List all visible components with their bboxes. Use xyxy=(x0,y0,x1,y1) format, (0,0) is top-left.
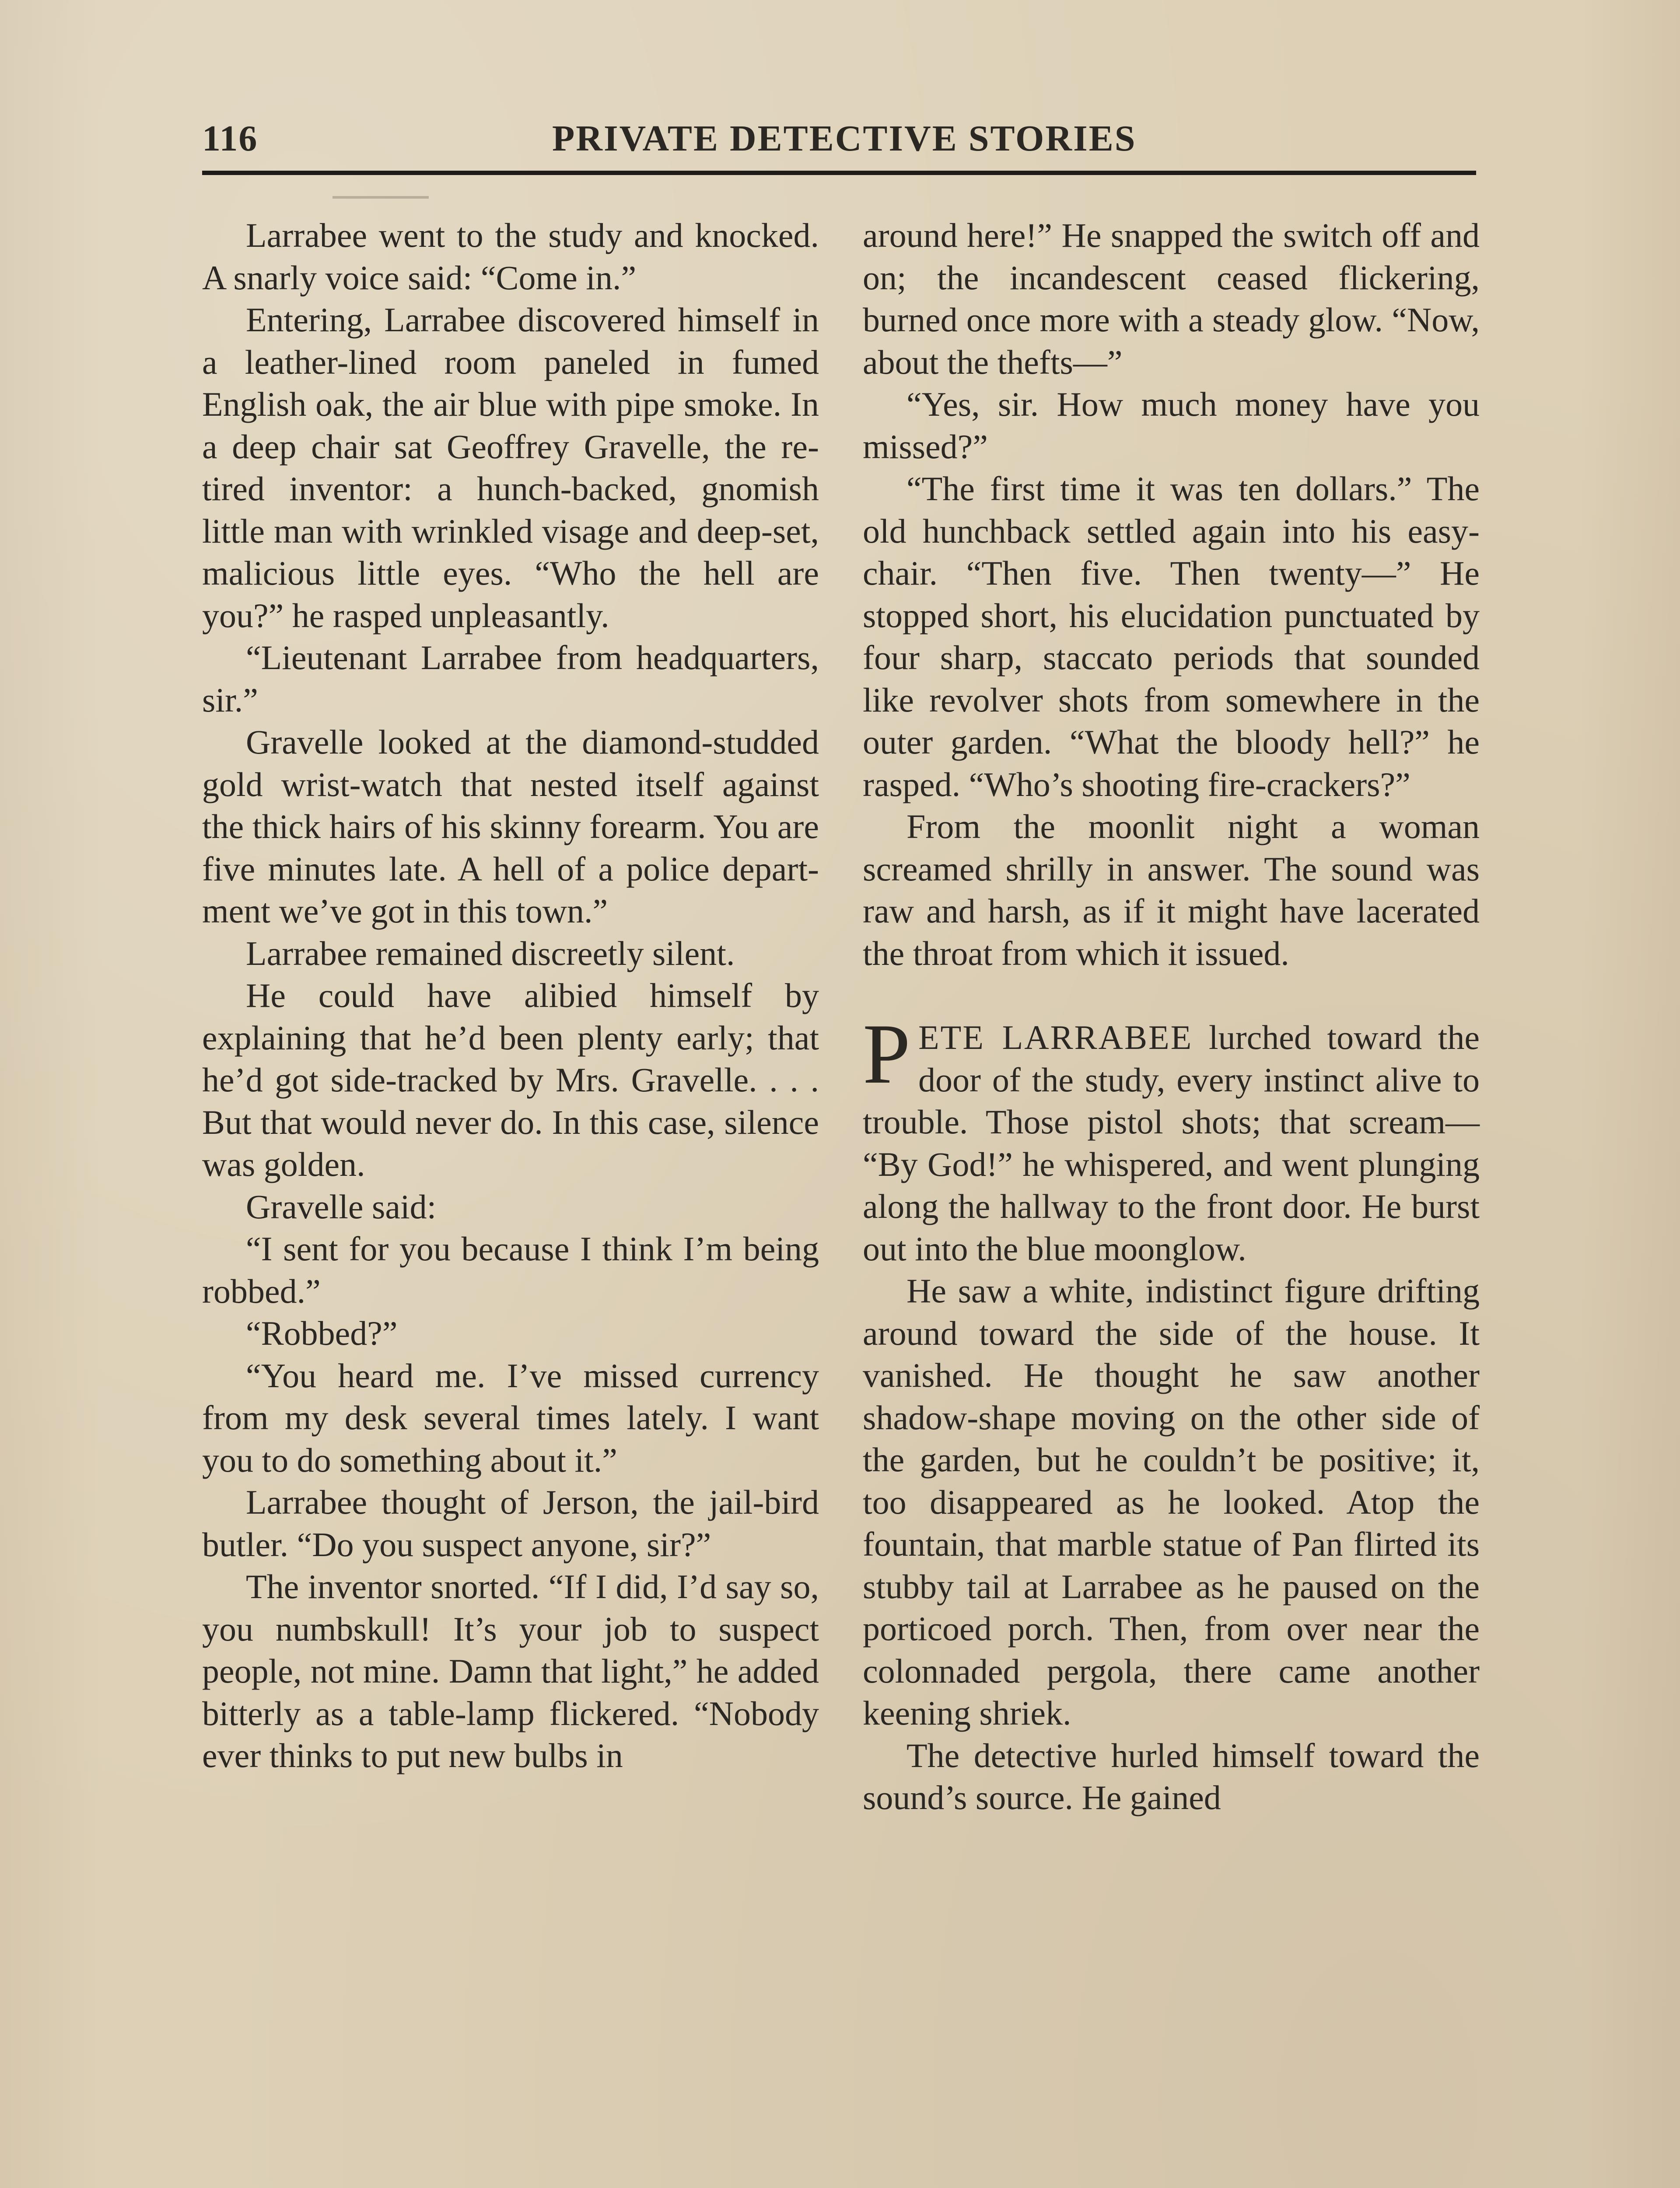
section-break xyxy=(863,975,1480,1017)
paragraph: From the moonlit night a woman screamed shrilly in answer. The sound was raw and harsh, as if it might have lacerated the throat from which it issued. xyxy=(863,807,1480,972)
header-rule xyxy=(202,171,1476,175)
running-title: PRIVATE DETECTIVE STORIES xyxy=(552,118,1137,159)
paragraph: Gravelle looked at the diamond-studded gold wrist-watch that nested itself against the thick hairs of his skinny forearm. You are five minutes late. A hell of a police department we’ve got in this town.” xyxy=(202,723,819,930)
paragraph: Larrabee went to the study and knocked. A snarly voice said: “Come in.” xyxy=(202,216,819,297)
paragraph: “I sent for you because I think I’m being robbed.” xyxy=(202,1230,819,1310)
paragraph: He saw a white, indistinct figure drifting around toward the side of the house. It vanished. He thought he saw another shadow-shape moving on the other side of the garden, but he couldn’t be positive; it, too disappeared as he looked. Atop the fountain, that marble statue of Pan flirted its stubby tail at Larrabee as he paused on the porticoed porch. Then, from over near the colonnaded pergola, there came another keening shriek. xyxy=(863,1272,1480,1732)
print-smudge xyxy=(332,196,429,199)
right-column xyxy=(863,214,1480,1819)
page-header xyxy=(202,117,1471,165)
paragraph: He could have alibied himself by explaining that he’d been plenty early; that he’d got side-tracked by Mrs. Gravelle. . . . But that would never do. In this case, silence was golden. xyxy=(202,976,819,1183)
paragraph: Entering, Larrabee discovered himself in a leather-lined room paneled in fumed English oak, the air blue with pipe smoke. In a deep chair sat Geoffrey Gravelle, the retired inventor: a hunch-backed, gnomish little man with wrinkled visage and deep-set, malicious little eyes. “Who the hell are you?” he rasped unpleasantly. xyxy=(202,301,819,635)
paragraph: “The first time it was ten dollars.” The old hunchback settled again into his easy-chair. “Then five. Then twenty—” He stopped short, his elucidation punctuated by four sharp, staccato periods that sounded like revolver shots from somewhere in the outer garden. “What the bloody hell?” he rasped. “Who’s shooting fire-crackers?” xyxy=(863,470,1480,803)
paragraph: Larrabee remained discreetly silent. xyxy=(246,934,735,972)
left-column xyxy=(202,214,819,1777)
continued-paragraph: around here!” He snapped the switch off and on; the incandescent ceased flickering, burned once more with a steady glow. “Now, about the thefts—” xyxy=(863,216,1480,381)
paragraph: The inventor snorted. “If I did, I’d say so, you numbskull! It’s your job to suspect people, not mine. Damn that light,” he added bitterly as a table-lamp flickered. “Nobody ever thinks to put new bulbs in xyxy=(202,1567,819,1774)
paragraph: Gravelle said: xyxy=(246,1187,437,1226)
paragraph: “You heard me. I’ve missed currency from my desk several times lately. I want you to do something about it.” xyxy=(202,1356,819,1479)
paragraph: “Yes, sir. How much money have you missed?” xyxy=(863,385,1480,466)
drop-cap-paragraph-text: lurched toward the door of the study, every instinct alive to trouble. Those pistol shots; that scream— “By God!” he whispered, and went plunging along the hallway to the front door. He burst out into the blue moonglow. xyxy=(863,1018,1480,1268)
paragraph: Larrabee thought of Jerson, the jail-bird butler. “Do you suspect anyone, sir?” xyxy=(202,1483,819,1564)
paragraph: “Lieutenant Larrabee from headquarters, sir.” xyxy=(202,638,819,719)
drop-cap-smallcaps: ETE LARRABEE xyxy=(918,1018,1193,1056)
page-number: 116 xyxy=(202,118,258,159)
paragraph: “Robbed?” xyxy=(246,1314,398,1352)
paragraph: The detective hurled himself toward the sound’s source. He gained xyxy=(863,1736,1480,1816)
dropcap-paragraph xyxy=(863,1006,1480,1270)
drop-cap-letter: P xyxy=(863,1006,911,1101)
